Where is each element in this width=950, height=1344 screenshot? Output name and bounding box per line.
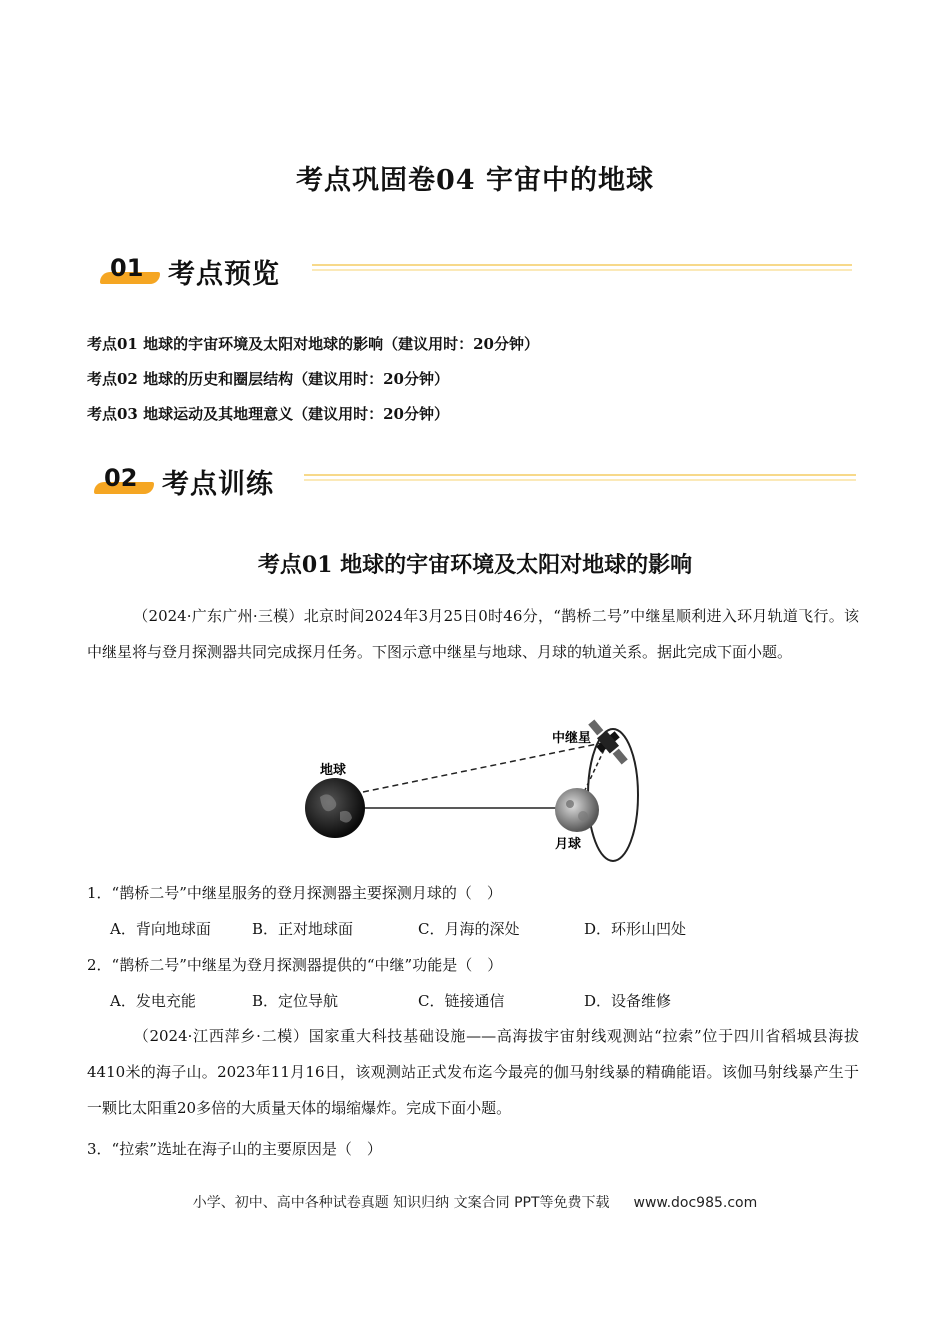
passage-1-text: （2024·广东广州·三模）北京时间2024年3月25日0时46分，“鹊桥二号”中继星顺利进入环月轨道飞行。该中继星将与登月探测器共同完成探月任务。下图示意中继星与地球、月球的轨道关系。据此完成下面小题。 xyxy=(87,607,859,661)
overview-item-3: 考点03 地球运动及其地理意义（建议用时：20分钟） xyxy=(87,405,449,423)
section-label: 考点预览 xyxy=(168,259,280,290)
section-divider xyxy=(312,264,852,274)
passage-2-text: （2024·江西萍乡·二模）国家重大科技基础设施——高海拔宇宙射线观测站“拉索”位于四川省稻城县海拔4410米的海子山。2023年11月16日，该观测站正式发布迄今最亮的伽马射线暴的精确能语。该伽马射线暴产生于一颗比太阳重20多倍的大质量天体的塌缩爆炸。完成下面小题。 xyxy=(87,1027,859,1117)
passage-2 xyxy=(87,1018,859,1126)
question-1-stem: 1．“鹊桥二号”中继星服务的登月探测器主要探测月球的（ ） xyxy=(87,884,502,902)
earth-relay-line xyxy=(363,743,602,792)
overview-item-2: 考点02 地球的历史和圈层结构（建议用时：20分钟） xyxy=(87,370,449,388)
orbit-diagram xyxy=(290,712,660,872)
section-header-01 xyxy=(100,252,860,292)
subsection-title: 考点01 地球的宇宙环境及太阳对地球的影响 xyxy=(257,552,693,578)
footer-site-link[interactable]: www.doc985.com xyxy=(633,1195,758,1211)
section-label: 考点训练 xyxy=(162,469,274,500)
question-1-option-d[interactable]: D．环形山凹处 xyxy=(584,920,687,938)
section-number: 02 xyxy=(104,464,138,492)
moon-icon xyxy=(555,788,599,832)
page-footer xyxy=(0,1192,950,1212)
overview-item-1: 考点01 地球的宇宙环境及太阳对地球的影响（建议用时：20分钟） xyxy=(87,335,539,353)
earth-label: 地球 xyxy=(320,763,347,778)
question-1-option-a[interactable]: A．背向地球面 xyxy=(110,920,211,938)
section-divider xyxy=(304,474,856,484)
question-2-stem: 2．“鹊桥二号”中继星为登月探测器提供的“中继”功能是（ ） xyxy=(87,956,503,974)
relay-label: 中继星 xyxy=(552,731,592,746)
question-1-option-b[interactable]: B．正对地球面 xyxy=(252,920,354,938)
question-3-stem: 3．“拉索”选址在海子山的主要原因是（ ） xyxy=(87,1140,382,1158)
moon-label: 月球 xyxy=(555,837,582,852)
footer-text: 小学、初中、高中各种试卷真题 知识归纳 文案合同 PPT等免费下载 xyxy=(192,1195,610,1211)
question-2-option-d[interactable]: D．设备维修 xyxy=(584,992,672,1010)
question-2-option-c[interactable]: C．链接通信 xyxy=(418,992,505,1010)
question-2-option-b[interactable]: B．定位导航 xyxy=(252,992,339,1010)
passage-1 xyxy=(87,598,859,670)
section-header-02 xyxy=(94,462,860,502)
question-1-option-c[interactable]: C．月海的深处 xyxy=(418,920,520,938)
earth-icon xyxy=(305,778,365,838)
section-number: 01 xyxy=(110,254,144,282)
page-title: 考点巩固卷04 宇宙中的地球 xyxy=(296,165,654,196)
question-2-option-a[interactable]: A．发电充能 xyxy=(110,992,196,1010)
